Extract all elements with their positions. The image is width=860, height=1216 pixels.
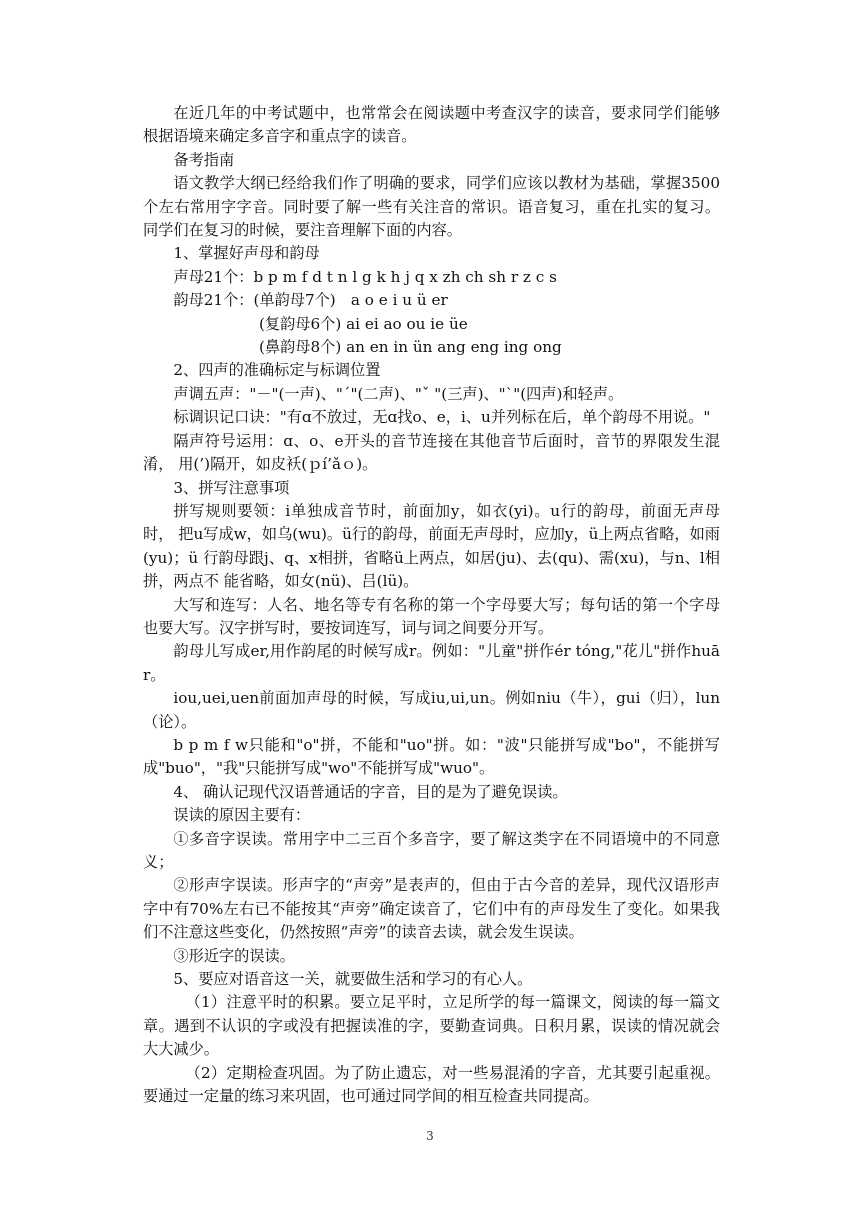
paragraph: iou,uei,uen前面加声母的时候，写成iu,ui,un。例如niu（牛），gui（归），lun（论）。 <box>143 689 720 731</box>
paragraph: ①多音字误读。常用字中二三百个多音字，要了解这类字在不同语境中的不同意义； <box>143 829 720 871</box>
paragraph: （2）定期检查巩固。为了防止遗忘，对一些易混淆的字音，尤其要引起重视。要通过一定量的练习来巩固，也可通过同学间的相互检查共同提高。 <box>143 1063 720 1106</box>
page-body <box>143 102 720 1108</box>
paragraph: 标调识记口诀："有ɑ不放过，无ɑ找o、e，i、u并列标在后，单个韵母不用说。" <box>173 408 711 427</box>
paragraph: （1）注意平时的积累。要立足平时，立足所学的每一篇课文，阅读的每一篇文章。遇到不认识的字或没有把握读准的字，要勤查词典。日积月累，误读的情况就会大大减少。 <box>143 993 720 1059</box>
paragraph: 拼写规则要领：i单独成音节时，前面加y，如衣(yi)。u行的韵母，前面无声母时， 把u写成w，如乌(wu)。ü行的韵母，前面无声母时，应加y，ü上两点省略，如雨(yu)；ü 行韵母跟j、q、x相拼，省略ü上两点，如居(ju)、去(qu)、需(xu)，与n、l相拼，两点不 能省略，如女(nü)、吕(lü)。 <box>143 501 720 591</box>
paragraph: ③形近字的误读。 <box>173 946 295 965</box>
paragraph: 声母21个：b p m f d t n l g k h j q x zh ch sh r z c s <box>173 267 557 286</box>
paragraph: (复韵母6个) ai ei ao ou ie üe <box>259 314 468 333</box>
paragraph: ②形声字误读。形声字的“声旁”是表声的，但由于古今音的差异，现代汉语形声字中有70%左右已不能按其“声旁”确定读音了，它们中有的声母发生了变化。如果我们不注意这些变化，仍然按照“声旁”的读音去读，就会发生误读。 <box>143 876 720 942</box>
section-heading: 1、掌握好声母和韵母 <box>173 244 320 263</box>
section-heading: 备考指南 <box>173 150 235 169</box>
paragraph: b p m f w只能和"o"拼，不能和"uo"拼。如："波"只能拼写成"bo"，不能拼写成"buo"，"我"只能拼写成"wo"不能拼写成"wuo"。 <box>143 735 720 778</box>
paragraph: 韵母21个：(单韵母7个) a o e i u ü er <box>173 291 448 310</box>
page-number: 3 <box>426 1129 434 1143</box>
section-heading: 5、要应对语音这一关，就要做生活和学习的有心人。 <box>173 970 533 989</box>
paragraph: 语文教学大纲已经给我们作了明确的要求，同学们应该以教材为基础，掌握3500个左右常用字字音。同时要了解一些有关注音的常识。语音复习，重在扎实的复习。同学们在复习的时候，要注音理解下面的内容。 <box>143 174 720 240</box>
paragraph: 韵母儿写成er,用作韵尾的时候写成r。例如："儿童"拼作ér tóng,"花儿"拼作huār。 <box>143 642 720 684</box>
section-heading: 2、四声的准确标定与标调位置 <box>173 361 381 380</box>
section-heading: 3、拼写注意事项 <box>173 478 290 497</box>
paragraph: (鼻韵母8个) an en in ün ang eng ing ong <box>259 338 562 357</box>
paragraph: 隔声符号运用：ɑ、o、e开头的音节连接在其他音节后面时，音节的界限发生混淆， 用(’)隔开，如皮袄(ｐí’ǎｏ)。 <box>143 431 720 474</box>
paragraph: 大写和连写：人名、地名等专有名称的第一个字母要大写；每句话的第一个字母也要大写。汉字拼写时，要按词连写，词与词之间要分开写。 <box>143 595 720 637</box>
paragraph: 声调五声："－"(一声)、"ˊ"(二声)、"ˇ "(三声)、"ˋ"(四声)和轻声。 <box>173 384 624 403</box>
paragraph: 在近几年的中考试题中，也常常会在阅读题中考查汉字的读音，要求同学们能够根据语境来确定多音字和重点字的读音。 <box>143 104 720 146</box>
section-heading: 4、 确认记现代汉语普通话的字音，目的是为了避免误读。 <box>173 782 568 801</box>
paragraph: 误读的原因主要有： <box>173 806 311 825</box>
